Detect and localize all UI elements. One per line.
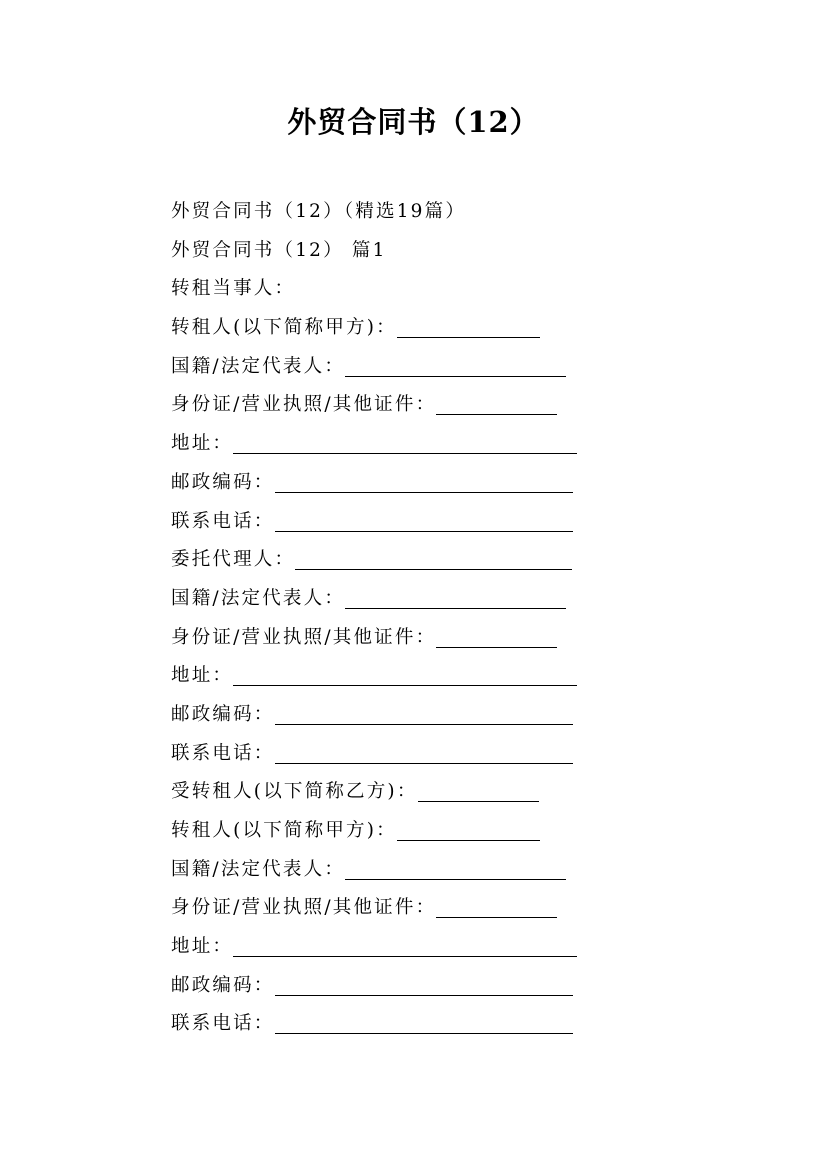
fill-in-blank [436,413,557,415]
field-label: 身份证/营业执照/其他证件： [171,897,437,919]
fill-in-blank [275,530,573,532]
form-line [171,580,591,619]
line-text: 外贸合同书（12） 篇1 [171,239,387,261]
form-line [171,889,591,928]
field-label: 国籍/法定代表人： [171,355,346,377]
field-label: 邮政编码： [171,703,275,725]
form-line [171,309,591,348]
form-line [171,619,591,658]
form-line [171,967,591,1006]
fill-in-blank [233,955,577,957]
form-line [171,851,591,890]
document-body [171,193,591,1044]
field-label: 身份证/营业执照/其他证件： [171,626,437,648]
fill-in-blank [345,878,566,880]
form-line [171,812,591,851]
line-text: 外贸合同书（12）（精选19篇） [171,201,467,222]
fill-in-blank [345,375,566,377]
form-line [171,541,591,580]
field-label: 委托代理人： [171,549,296,571]
fill-in-blank [397,839,540,841]
form-line [171,464,591,503]
field-label: 身份证/营业执照/其他证件： [171,394,437,416]
section-line [171,232,591,271]
field-label: 国籍/法定代表人： [171,858,346,880]
section-line [171,270,591,309]
fill-in-blank [275,762,573,764]
form-line [171,696,591,735]
field-label: 邮政编码： [171,974,275,996]
fill-in-blank [295,568,572,570]
form-line [171,425,591,464]
fill-in-blank [397,336,540,338]
fill-in-blank [436,916,557,918]
field-label: 地址： [171,665,234,687]
fill-in-blank [275,994,573,996]
fill-in-blank [275,1032,573,1034]
document-title: 外贸合同书（12） [287,105,540,139]
field-label: 受转租人(以下简称乙方)： [171,781,418,803]
field-label: 地址： [171,936,234,958]
field-label: 联系电话： [171,742,275,764]
fill-in-blank [345,607,566,609]
fill-in-blank [436,646,557,648]
field-label: 联系电话： [171,510,275,532]
fill-in-blank [418,800,539,802]
form-line [171,503,591,542]
field-label: 转租人(以下简称甲方)： [171,317,397,339]
form-line [171,386,591,425]
form-line [171,1005,591,1044]
form-line [171,928,591,967]
fill-in-blank [275,491,573,493]
fill-in-blank [233,452,577,454]
fill-in-blank [233,684,577,686]
form-line [171,735,591,774]
field-label: 国籍/法定代表人： [171,587,346,609]
form-line [171,773,591,812]
field-label: 联系电话： [171,1013,275,1035]
heading-line [171,193,591,232]
field-label: 邮政编码： [171,471,275,493]
form-line [171,657,591,696]
fill-in-blank [275,723,573,725]
form-line [171,348,591,387]
field-label: 地址： [171,433,234,455]
line-text: 转租当事人： [171,278,296,300]
field-label: 转租人(以下简称甲方)： [171,820,397,841]
